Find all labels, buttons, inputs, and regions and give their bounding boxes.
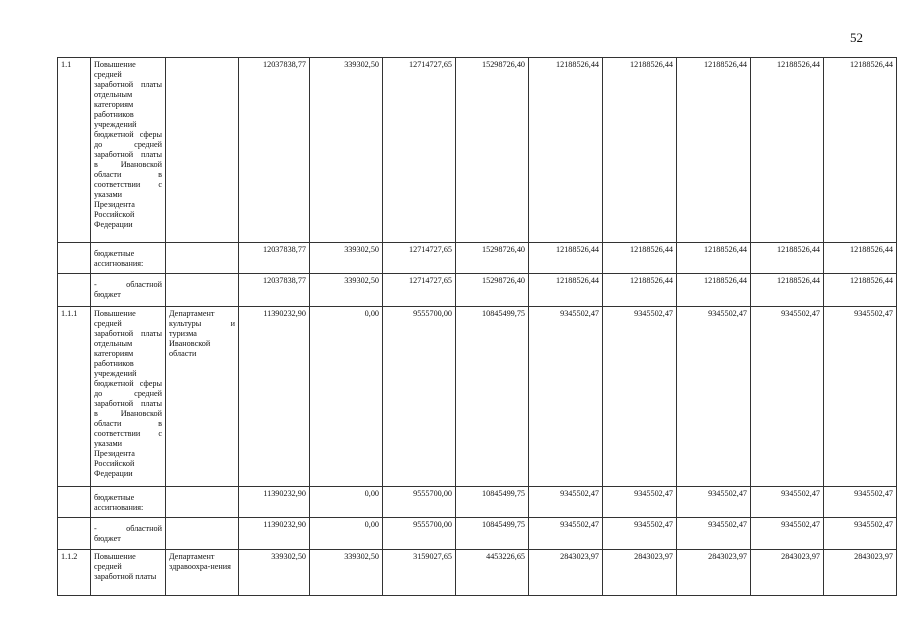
row-name: - областной бюджет: [91, 518, 166, 550]
value-cell: 9345502,47: [751, 487, 824, 518]
value-cell: 339302,50: [310, 243, 383, 274]
value-cell: 12037838,77: [239, 274, 310, 307]
row-name: бюджетные ассигнования:: [91, 487, 166, 518]
value-cell: 12037838,77: [239, 243, 310, 274]
table-row: [58, 274, 897, 307]
value-cell: 2843023,97: [529, 550, 603, 596]
value-cell: 9345502,47: [529, 518, 603, 550]
table-row: [58, 518, 897, 550]
value-cell: 339302,50: [310, 58, 383, 243]
value-cell: 15298726,40: [456, 58, 529, 243]
value-cell: 9345502,47: [603, 487, 677, 518]
row-executor: [166, 243, 239, 274]
value-cell: 9555700,00: [383, 518, 456, 550]
row-name: Повышение средней заработной платы: [91, 550, 166, 596]
value-cell: 3159027,65: [383, 550, 456, 596]
value-cell: 12188526,44: [677, 243, 751, 274]
value-cell: 9345502,47: [529, 487, 603, 518]
value-cell: 339302,50: [310, 550, 383, 596]
value-cell: 0,00: [310, 518, 383, 550]
value-cell: 339302,50: [239, 550, 310, 596]
value-cell: 12188526,44: [751, 243, 824, 274]
value-cell: 9345502,47: [751, 518, 824, 550]
value-cell: 2843023,97: [751, 550, 824, 596]
value-cell: 4453226,65: [456, 550, 529, 596]
value-cell: 9555700,00: [383, 487, 456, 518]
row-code: 1.1.2: [58, 550, 91, 596]
value-cell: 15298726,40: [456, 274, 529, 307]
value-cell: 9345502,47: [677, 487, 751, 518]
value-cell: 11390232,90: [239, 487, 310, 518]
value-cell: 12188526,44: [529, 58, 603, 243]
value-cell: 11390232,90: [239, 307, 310, 487]
value-cell: 9345502,47: [824, 307, 897, 487]
row-executor: [166, 518, 239, 550]
table-row: [58, 307, 897, 487]
value-cell: 9345502,47: [603, 518, 677, 550]
row-code: [58, 518, 91, 550]
row-name: - областной бюджет: [91, 274, 166, 307]
value-cell: 339302,50: [310, 274, 383, 307]
value-cell: 9345502,47: [751, 307, 824, 487]
row-code: [58, 243, 91, 274]
row-executor: Департамент культуры и туризма Ивановской области: [166, 307, 239, 487]
row-code: 1.1.1: [58, 307, 91, 487]
value-cell: 9345502,47: [824, 487, 897, 518]
value-cell: 12188526,44: [677, 274, 751, 307]
row-code: [58, 487, 91, 518]
value-cell: 0,00: [310, 487, 383, 518]
row-name: Повышение средней заработной платы отдельным категориям работников учреждений бюджетной сферы до средней заработной платы в Ивановской области в соответствии с указами Президента Российской Федерации: [91, 307, 166, 487]
table-row: [58, 58, 897, 243]
value-cell: 12188526,44: [824, 243, 897, 274]
value-cell: 11390232,90: [239, 518, 310, 550]
row-executor: [166, 274, 239, 307]
value-cell: 12188526,44: [751, 58, 824, 243]
value-cell: 12188526,44: [677, 58, 751, 243]
row-code: 1.1: [58, 58, 91, 243]
row-executor: Департамент здравоохра-нения: [166, 550, 239, 596]
value-cell: 15298726,40: [456, 243, 529, 274]
value-cell: 0,00: [310, 307, 383, 487]
value-cell: 9345502,47: [603, 307, 677, 487]
page-number: 52: [850, 30, 863, 45]
value-cell: 12188526,44: [529, 243, 603, 274]
value-cell: 12188526,44: [603, 58, 677, 243]
value-cell: 9345502,47: [677, 307, 751, 487]
value-cell: 9345502,47: [677, 518, 751, 550]
table-row: [58, 487, 897, 518]
value-cell: 12714727,65: [383, 274, 456, 307]
value-cell: 9345502,47: [529, 307, 603, 487]
value-cell: 12037838,77: [239, 58, 310, 243]
row-executor: [166, 58, 239, 243]
value-cell: 12188526,44: [603, 274, 677, 307]
value-cell: 12188526,44: [529, 274, 603, 307]
budget-table: [57, 57, 897, 596]
value-cell: 12714727,65: [383, 243, 456, 274]
row-name: Повышение средней заработной платы отдельным категориям работников учреждений бюджетной сферы до средней заработной платы в Ивановской области в соответствии с указами Президента Российской Федерации: [91, 58, 166, 243]
table-row: [58, 550, 897, 596]
value-cell: 10845499,75: [456, 518, 529, 550]
value-cell: 12188526,44: [824, 274, 897, 307]
value-cell: 2843023,97: [824, 550, 897, 596]
value-cell: 10845499,75: [456, 487, 529, 518]
value-cell: 10845499,75: [456, 307, 529, 487]
value-cell: 2843023,97: [677, 550, 751, 596]
value-cell: 9555700,00: [383, 307, 456, 487]
value-cell: 12188526,44: [751, 274, 824, 307]
value-cell: 12188526,44: [603, 243, 677, 274]
value-cell: 9345502,47: [824, 518, 897, 550]
value-cell: 12188526,44: [824, 58, 897, 243]
row-executor: [166, 487, 239, 518]
value-cell: 12714727,65: [383, 58, 456, 243]
row-code: [58, 274, 91, 307]
table-row: [58, 243, 897, 274]
value-cell: 2843023,97: [603, 550, 677, 596]
row-name: бюджетные ассигнования:: [91, 243, 166, 274]
